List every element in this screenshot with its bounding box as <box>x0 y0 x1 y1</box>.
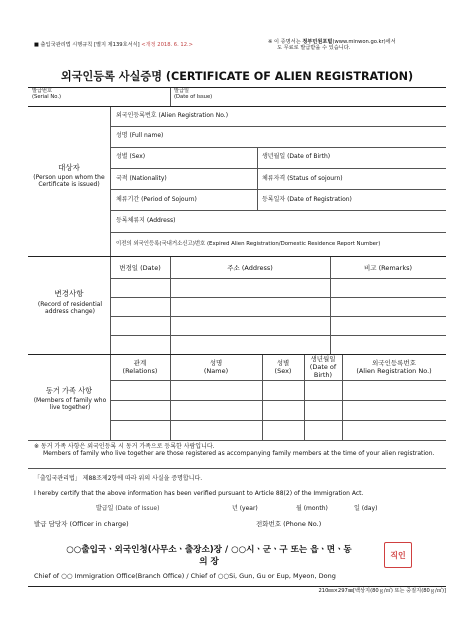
page-title: 외국인등록 사실증명 (CERTIFICATE OF ALIEN REGISTRATION) <box>60 70 414 83</box>
serial-no-label: 발급번호 (Serial No.) <box>32 88 61 100</box>
issue-date-label: 발급일 (Date of Issue) <box>174 88 213 100</box>
col-sex: 성별 (Sex) <box>274 359 292 375</box>
previous-registration-no-field: 이전의 외국인등록(국내거소신고)번호 (Expired Alien Registration/Domestic Residence Report Number) <box>116 241 381 247</box>
phone-no-label: 전화번호 (Phone No.) <box>256 520 322 528</box>
col-date-of-birth: 생년월일 (Date of Birth) <box>309 355 337 379</box>
issue-date-row-label: 발급일 (Date of Issue) <box>96 505 160 512</box>
nationality-field: 국적 (Nationality) <box>116 175 167 182</box>
paper-spec: 210㎜×297㎜[백상지(80ｇ/㎡) 또는 중질지(80ｇ/㎡)] <box>318 588 446 594</box>
portal-note: ※ 이 증명서는 정부민원포털(www.minwon.go.kr)에서 도 무료로 발급받을 수 있습니다. <box>268 39 396 51</box>
family-note: ※ 동거 가족 사항은 외국인등록 시 동거 가족으로 등록한 사람입니다. Members of family who live together are those registered as accompanying family members at the time of your alien registration. <box>34 443 435 458</box>
address-change-label-en: (Record of residential address change) <box>37 301 103 316</box>
family-label: 동거 가족 사항 <box>45 386 93 395</box>
alien-registration-no-field: 외국인등록번호 (Alien Registration No.) <box>116 112 229 119</box>
family-label-en: (Members of family who live together) <box>33 397 107 412</box>
month-label: 월 (month) <box>296 505 328 512</box>
officer-in-charge-label: 발급 담당자 (Officer in charge) <box>34 520 129 528</box>
status-of-sojourn-field: 체류자격 (Status of sojourn) <box>262 175 343 182</box>
col-alien-registration-no: 외국인등록번호 (Alien Registration No.) <box>356 359 432 375</box>
sex-field: 성별 (Sex) <box>116 153 146 160</box>
subject-label-en: (Person upon whom the Certificate is issued) <box>33 174 105 189</box>
certify-statement-en: I hereby certify that the above information has been verified pursuant to Article 88(2) of the Immigration Act. <box>34 490 364 497</box>
col-relations: 관계 (Relations) <box>122 359 158 375</box>
full-name-field: 성명 (Full name) <box>116 132 164 139</box>
form-reference: ■ 출입국관리법 시행규칙 [별지 제139호서식] <개정 2018. 6. 12.> <box>34 42 193 48</box>
col-address: 주소 (Address) <box>227 264 273 272</box>
period-of-sojourn-field: 체류기간 (Period of Sojourn) <box>116 196 197 203</box>
day-label: 일 (day) <box>354 505 378 512</box>
address-change-label: 변경사항 <box>54 289 84 298</box>
official-seal: 직인 <box>384 542 412 568</box>
date-of-birth-field: 생년월일 (Date of Birth) <box>262 153 331 160</box>
issuing-authority-en: Chief of ○○ Immigration Office(Branch Office) / Chief of ○○Si, Gun, Gu or Eup, Myeon, Dong <box>34 572 336 580</box>
issuing-authority: ○○출입국ㆍ외국인청(사무소ㆍ출장소)장 / ○○시ㆍ군ㆍ구 또는 읍ㆍ면ㆍ동 의 장 <box>66 545 352 567</box>
certify-statement-ko: 「출입국관리법」 제88조제2항에 따라 위의 사실을 증명합니다. <box>34 475 203 482</box>
subject-label: 대상자 <box>58 163 80 172</box>
year-label: 년 (year) <box>232 505 258 512</box>
col-name: 성명 (Name) <box>203 359 229 375</box>
col-change-date: 변경일 (Date) <box>119 264 161 272</box>
col-remarks: 비고 (Remarks) <box>363 264 413 272</box>
registration-date-field: 등록일자 (Date of Registration) <box>262 196 352 203</box>
address-field: 등록체류지 (Address) <box>116 217 176 224</box>
